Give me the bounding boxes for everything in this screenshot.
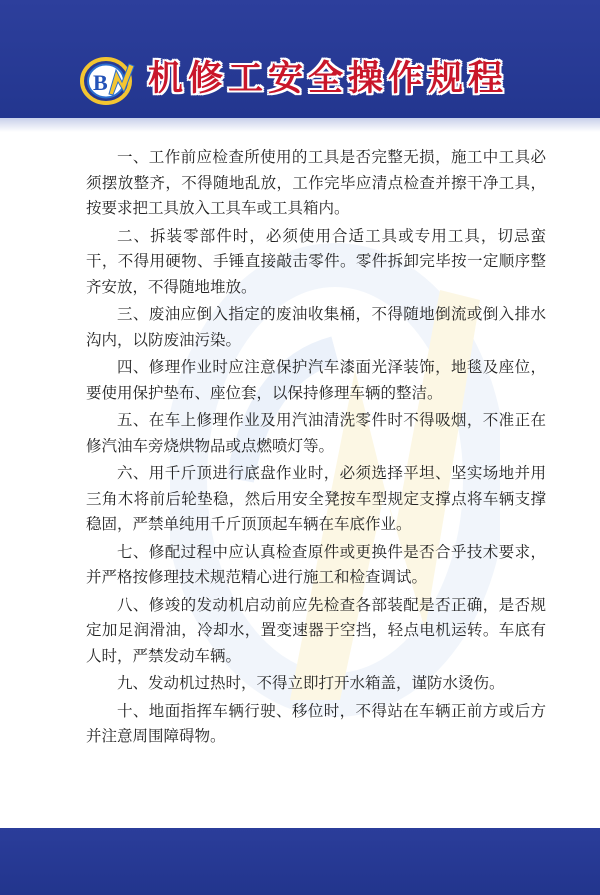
rule-item: 四、修理作业时应注意保护汽车漆面光泽装饰，地毯及座位，要使用保护垫布、座位套，以保持修理车辆的整洁。	[86, 358, 546, 402]
rule-item: 二、拆装零部件时，必须使用合适工具或专用工具，切忌蛮干，不得用硬物、手锤直接敲击零件。零件拆卸完毕按一定顺序整齐安放，不得随地堆放。	[86, 226, 546, 296]
rule-item: 九、发动机过热时，不得立即打开水箱盖，谨防水烫伤。	[117, 674, 505, 692]
rule-item: 一、工作前应检查所使用的工具是否完整无损，施工中工具必须摆放整齐，不得随地乱放，工作完毕应清点检查并擦干净工具，按要求把工具放入工具车或工具箱内。	[86, 148, 546, 217]
header-fade	[0, 118, 600, 132]
rule-item: 八、修竣的发动机启动前应先检查各部装配是否正确，是否规定加足润滑油，冷却水，置变速器于空挡，轻点电机运转。车底有人时，严禁发动车辆。	[86, 595, 546, 665]
rule-item: 三、废油应倒入指定的废油收集桶，不得随地倒流或倒入排水沟内，以防废油污染。	[86, 305, 546, 349]
footer-band	[0, 828, 600, 895]
rule-item: 七、修配过程中应认真检查原件或更换件是否合乎技术要求，并严格按修理技术规范精心进行施工和检查调试。	[86, 542, 546, 586]
rules-list	[86, 145, 546, 752]
rule-item: 十、地面指挥车辆行驶、移位时，不得站在车辆正前方或后方并注意周围障碍物。	[86, 701, 546, 745]
svg-text:B: B	[93, 70, 108, 95]
page-title: 机修工安全操作规程	[148, 59, 509, 99]
rule-item: 五、在车上修理作业及用汽油清洗零件时不得吸烟，不准正在修汽油车旁烧烘物品或点燃喷灯等。	[86, 411, 546, 455]
bm-logo-icon	[78, 52, 138, 106]
rule-item: 六、用千斤顶进行底盘作业时，必须选择平坦、坚实场地并用三角木将前后轮垫稳，然后用安全凳按车型规定支撑点将车辆支撑稳固，严禁单纯用千斤顶顶起车辆在车底作业。	[86, 464, 546, 533]
